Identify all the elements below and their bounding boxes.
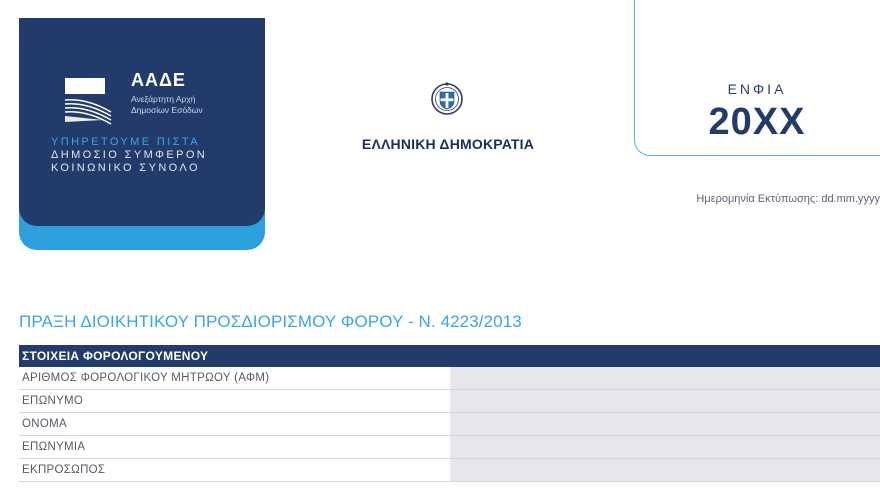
row-label: ΑΡΙΘΜΟΣ ΦΟΡΟΛΟΓΙΚΟΥ ΜΗΤΡΩΟΥ (ΑΦΜ) bbox=[22, 372, 270, 384]
aade-motto-line2: ΔΗΜΟΣΙΟ ΣΥΜΦΕΡΟΝ bbox=[51, 149, 208, 161]
aade-subtitle bbox=[131, 94, 251, 116]
aade-emblem-icon bbox=[63, 74, 115, 126]
hellenic-republic-text: ΕΛΛΗΝΙΚΗ ΔΗΜΟΚΡΑΤΙΑ bbox=[361, 136, 535, 152]
aade-name: ΑΑΔΕ bbox=[131, 70, 186, 90]
aade-subtitle-line1: Ανεξάρτητη Αρχή bbox=[131, 94, 196, 104]
name-value-field[interactable] bbox=[450, 413, 880, 435]
aade-card-body bbox=[19, 18, 265, 226]
aade-motto bbox=[51, 136, 251, 175]
table-row-afm bbox=[19, 367, 880, 390]
table-row-representative bbox=[19, 459, 880, 482]
company-name-value-field[interactable] bbox=[450, 436, 880, 458]
row-label: ΕΠΩΝΥΜΟ bbox=[22, 395, 84, 407]
table-header: ΣΤΟΙΧΕΙΑ ΦΟΡΟΛΟΓΟΥΜΕΝΟΥ bbox=[19, 345, 880, 367]
aade-logo-card bbox=[19, 18, 265, 250]
enfia-year: 20XX bbox=[708, 101, 806, 143]
table-row-name bbox=[19, 413, 880, 436]
table-row-company-name bbox=[19, 436, 880, 459]
aade-motto-line3: ΚΟΙΝΩΝΙΚΟ ΣΥΝΟΛΟ bbox=[51, 162, 200, 174]
print-date: Ημερομηνία Εκτύπωσης: dd.mm.yyyy bbox=[696, 193, 880, 205]
row-label: ΕΠΩΝΥΜΙΑ bbox=[22, 441, 86, 453]
greek-coat-of-arms-icon bbox=[429, 80, 465, 116]
representative-value-field[interactable] bbox=[450, 459, 880, 481]
surname-value-field[interactable] bbox=[450, 390, 880, 412]
aade-motto-line1: ΥΠΗΡΕΤΟΥΜΕ ΠΙΣΤΑ bbox=[51, 136, 200, 148]
document-title: ΠΡΑΞΗ ΔΙΟΙΚΗΤΙΚΟΥ ΠΡΟΣΔΙΟΡΙΣΜΟΥ ΦΟΡΟΥ - Ν. 4223/2013 bbox=[19, 312, 522, 331]
row-label: ΟΝΟΜΑ bbox=[22, 418, 67, 430]
enfia-label: ΕΝΦΙΑ bbox=[727, 81, 787, 97]
table-row-surname bbox=[19, 390, 880, 413]
afm-value-field[interactable] bbox=[450, 367, 880, 389]
taxpayer-table bbox=[19, 345, 880, 482]
row-label: ΕΚΠΡΟΣΩΠΟΣ bbox=[22, 464, 106, 476]
aade-subtitle-line2: Δημοσίων Εσόδων bbox=[131, 105, 203, 115]
